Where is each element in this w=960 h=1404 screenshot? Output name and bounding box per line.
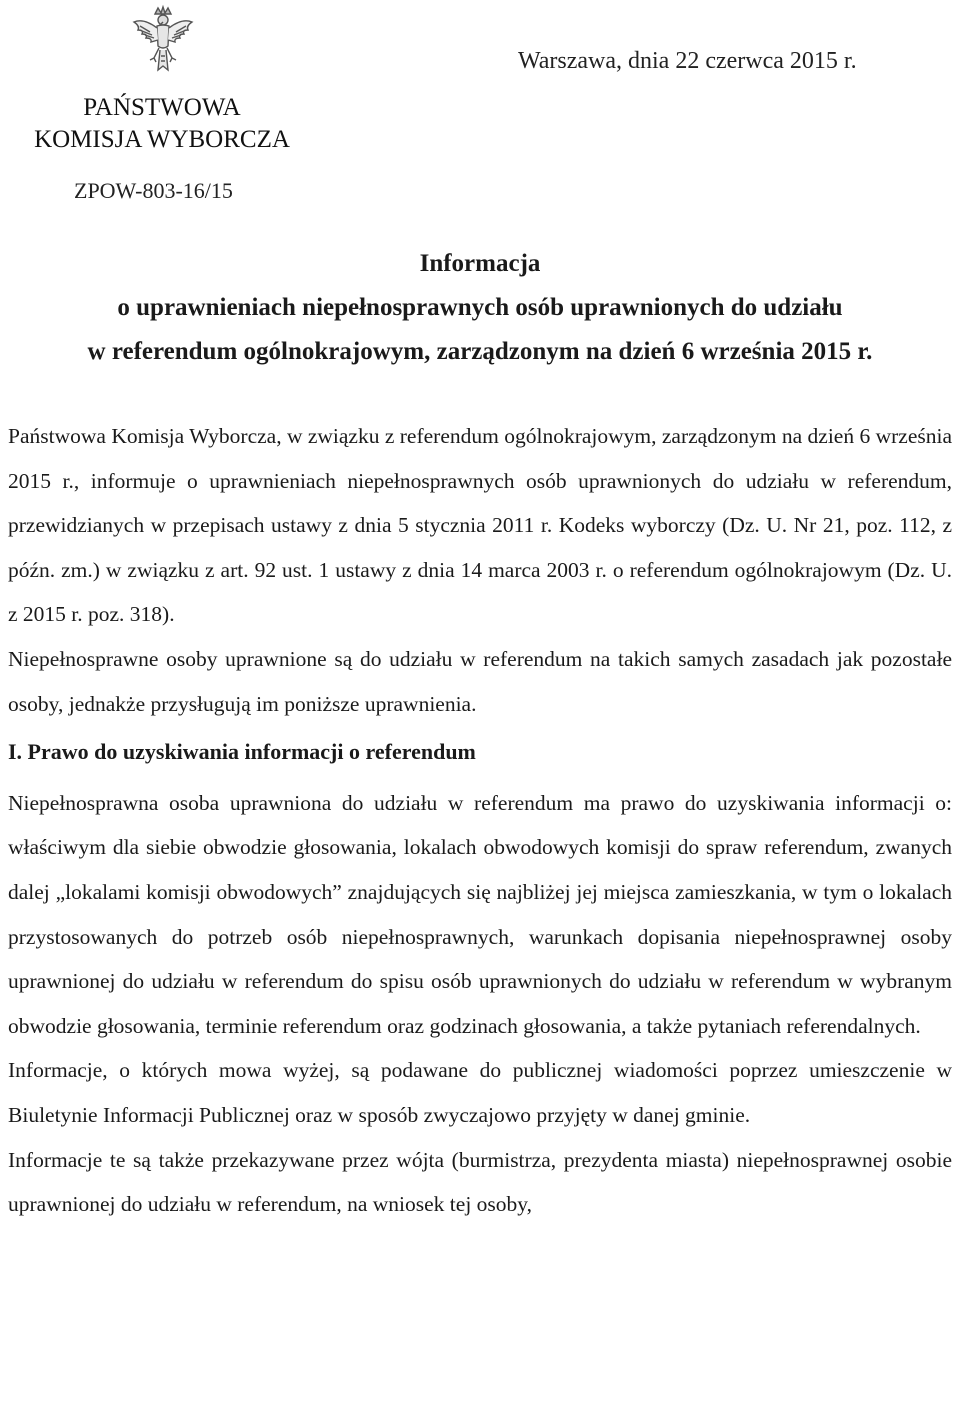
institution-name-line1: PAŃSTWOWA: [83, 94, 241, 121]
section-paragraph-2: Informacje, o których mowa wyżej, są podawane do publicznej wiadomości poprzez umieszczenie w Biuletynie Informacji Publicznej oraz w sposób zwyczajowo przyjęty w danej gminie.: [8, 1058, 952, 1127]
intro-paragraph: Państwowa Komisja Wyborcza, w związku z referendum ogólnokrajowym, zarządzonym na dzień 6 września 2015 r., informuje o uprawnieniach niepełnosprawnych osób uprawnionych do udziału w referendum, przewidzianych w przepisach ustawy z dnia 5 stycznia 2011 r. Kodeks wyborczy (Dz. U. Nr 21, poz. 112, z późn. zm.) w związku z art. 92 ust. 1 ustawy z dnia 14 marca 2003 r. o referendum ogólnokrajowym (Dz. U. z 2015 r. poz. 318).: [8, 424, 952, 627]
document-date: Warszawa, dnia 22 czerwca 2015 r.: [518, 48, 857, 74]
title-line3: w referendum ogólnokrajowym, zarządzonym na dzień 6 września 2015 r.: [87, 338, 873, 365]
section-paragraph-3: Informacje te są także przekazywane przez wójta (burmistrza, prezydenta miasta) niepełnosprawnej osobie uprawnionej do udziału w referendum, na wniosek tej osoby,: [8, 1147, 952, 1217]
title-line1: Informacja: [419, 250, 541, 277]
document-title: [0, 242, 960, 374]
section-paragraph-1: Niepełnosprawna osoba uprawniona do udziału w referendum ma prawo do uzyskiwania informacji o: właściwym dla siebie obwodzie głosowania, lokalach obwodowych komisji do spraw referendum, zwanych dalej „lokalami komisji obwodowych” znajdujących się najbliżej jej miejsca zamieszkania, w tym o lokalach przystosowanych do potrzeb osób niepełnosprawnych, warunkach dopisania niepełnosprawnej osoby uprawnionej do udziału w referendum do spisu osób uprawnionych do udziału w referendum w wybranym obwodzie głosowania, terminie referendum oraz godzinach głosowania, a także pytaniach referendalnych.: [8, 790, 952, 1038]
general-paragraph: Niepełnosprawne osoby uprawnione są do udziału w referendum na takich samych zasadach jak pozostałe osoby, jednakże przysługują im poniższe uprawnienia.: [8, 646, 952, 716]
title-line2: o uprawnieniach niepełnosprawnych osób uprawnionych do udziału: [117, 294, 843, 321]
document-signature: ZPOW-803-16/15: [74, 178, 233, 203]
institution-name-line2: KOMISJA WYBORCZA: [34, 126, 290, 153]
polish-eagle-emblem-icon: [130, 4, 196, 76]
institution-name: [12, 92, 312, 156]
document-body: [8, 414, 952, 1227]
section-heading: I. Prawo do uzyskiwania informacji o referendum: [8, 739, 476, 765]
